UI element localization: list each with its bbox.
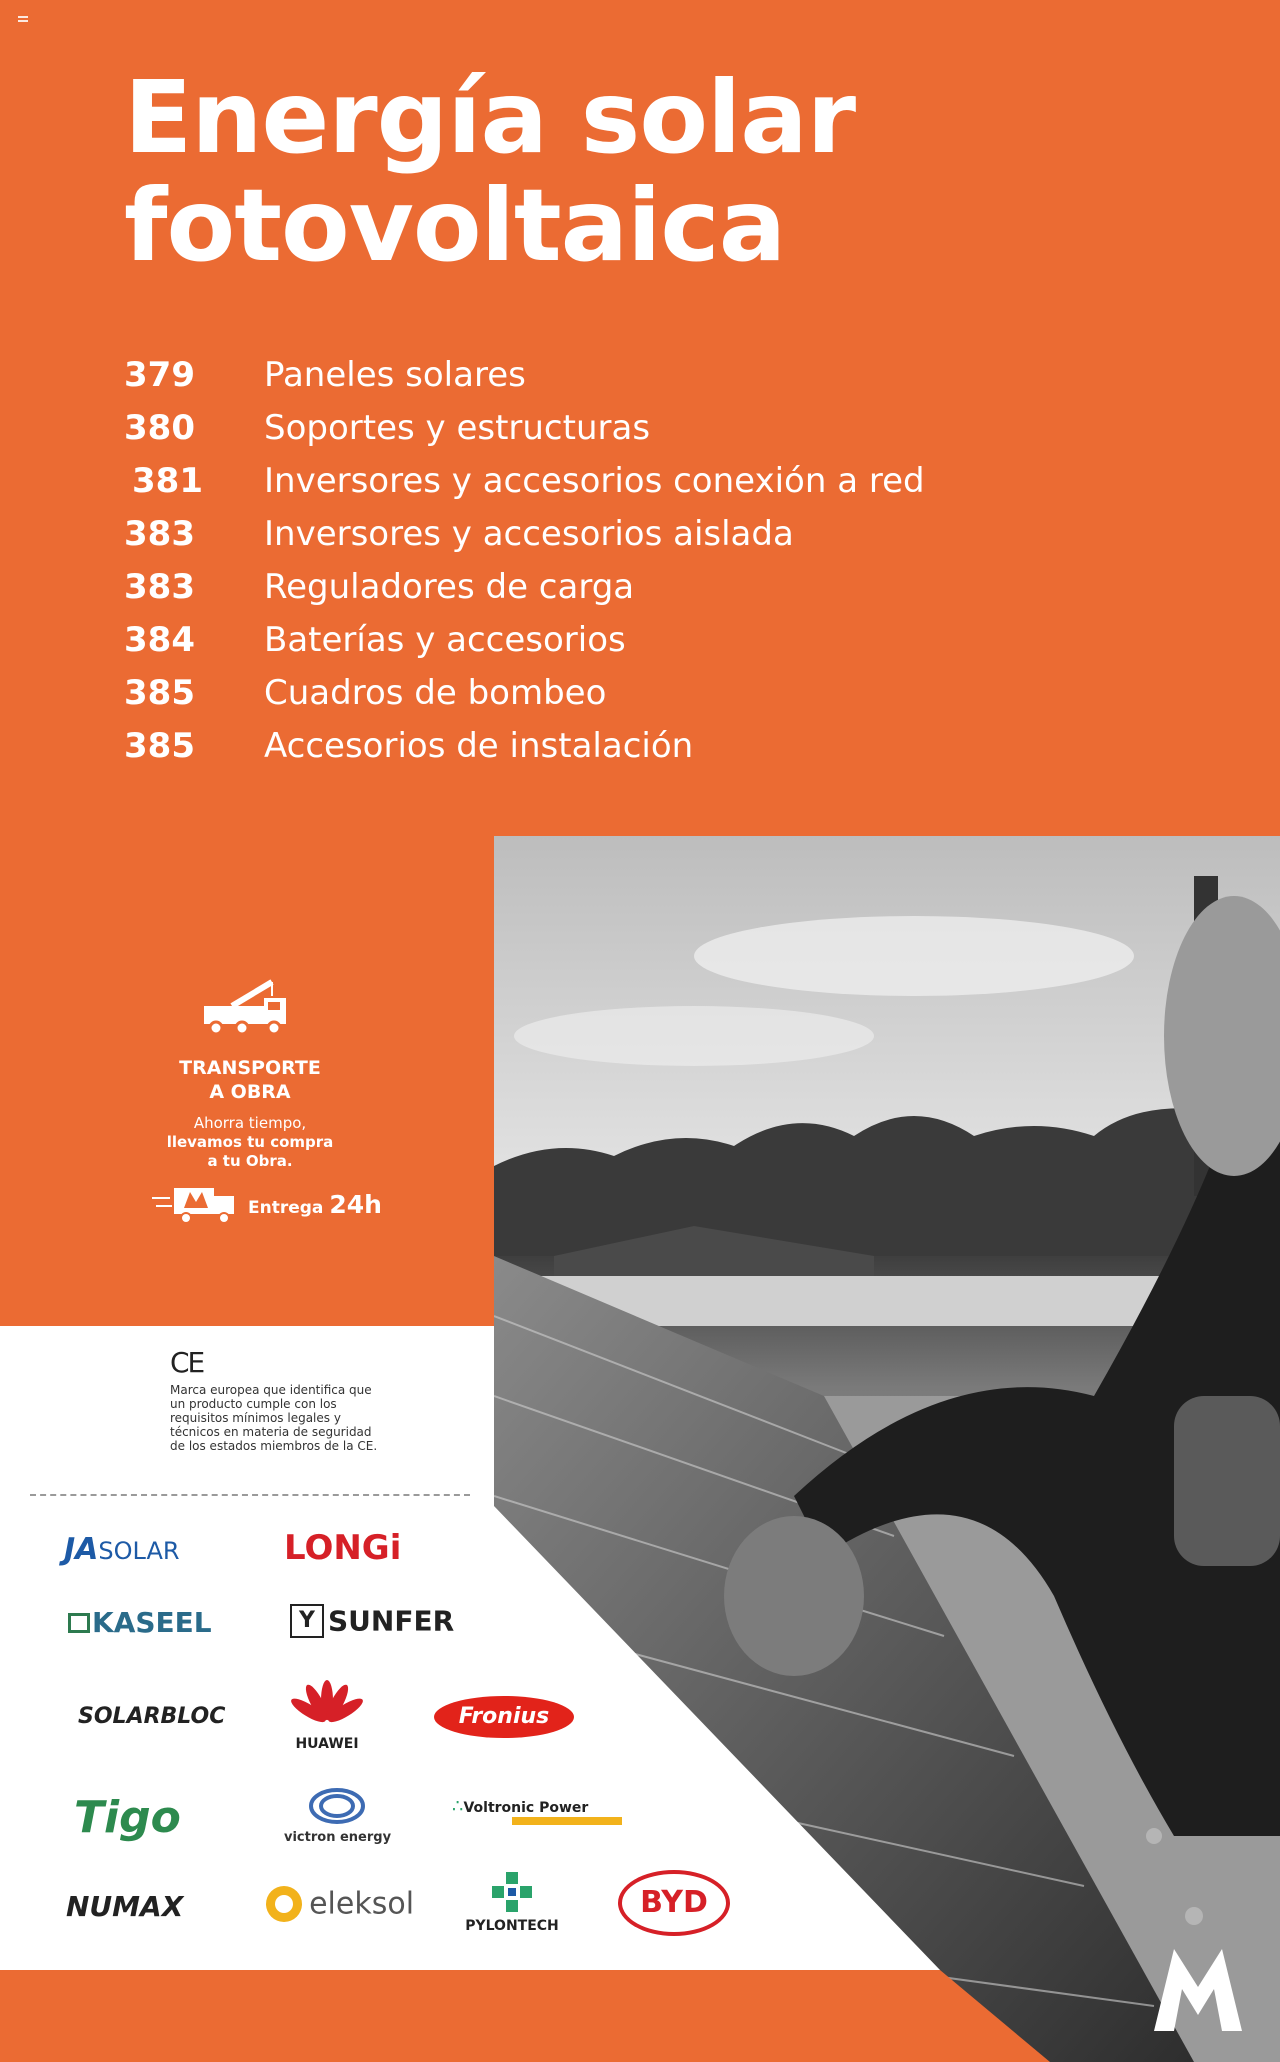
huawei-logo-text: HUAWEI [295, 1736, 359, 1752]
toc-item[interactable] [124, 401, 1024, 454]
transport-sub-line-3: a tu Obra. [207, 1152, 293, 1170]
delivery-label: Entrega [248, 1198, 324, 1218]
toc-label: Inversores y accesorios conexión a red [264, 460, 925, 501]
transport-subtitle [150, 1114, 350, 1171]
pylontech-logo-text: PYLONTECH [465, 1918, 559, 1934]
delivery-truck-icon [150, 1180, 240, 1226]
toc-label: Paneles solares [264, 354, 526, 395]
voltronic-logo-text: Voltronic Power [463, 1800, 589, 1816]
ce-notice [170, 1346, 385, 1453]
delivery-time: 24h [329, 1190, 382, 1219]
footer-strip [0, 1970, 1280, 2062]
toc-page-number: 383 [124, 566, 195, 607]
footer-strip-shape [0, 1970, 1280, 2062]
delivery-text [248, 1190, 382, 1219]
toc-page-number: 379 [124, 354, 195, 395]
jasolar-logo-text: SOLAR [98, 1537, 180, 1565]
huawei-petals-icon [287, 1678, 367, 1732]
sunfer-logo-text: SUNFER [328, 1604, 455, 1638]
toc-label: Soportes y estructuras [264, 407, 651, 448]
toc-item[interactable] [124, 613, 1024, 666]
huawei-logo [286, 1678, 368, 1752]
toc-label: Baterías y accesorios [264, 619, 626, 660]
transport-title-line-1: TRANSPORTE [179, 1057, 321, 1079]
pylontech-logo [464, 1870, 560, 1934]
title-line-2: fotovoltaica [124, 167, 786, 284]
eleksol-sun-icon [264, 1884, 304, 1924]
transport-sub-line-1: Ahorra tiempo, [193, 1114, 307, 1132]
pylontech-cross-icon [490, 1870, 534, 1914]
ce-mark: CE [170, 1346, 204, 1379]
menu-icon[interactable] [18, 16, 28, 24]
voltronic-underline [512, 1817, 622, 1825]
title-line-1: Energía solar [124, 59, 856, 176]
divider [30, 1494, 470, 1496]
jasolar-logo-mark: JA [64, 1532, 99, 1567]
jasolar-logo [64, 1532, 180, 1567]
fronius-logo [434, 1696, 574, 1738]
page-title [124, 59, 856, 284]
longi-logo: LONGi [284, 1528, 402, 1568]
sunfer-logo [290, 1604, 454, 1638]
sunfer-icon: Y [290, 1604, 324, 1638]
toc-page-number: 381 [132, 460, 203, 501]
transport-sub-line-2: llevamos tu compra [166, 1133, 334, 1151]
toc-item[interactable] [124, 454, 1024, 507]
toc-page-number: 385 [124, 725, 195, 766]
tigo-logo: Tigo [74, 1792, 181, 1843]
m-logo-icon [1150, 1945, 1246, 2035]
ce-description: Marca europea que identifica que un producto cumple con los requisitos mínimos legales y técnicos en materia de seguridad de los estados miembros de la CE. [170, 1383, 378, 1453]
kaseel-logo-text: KASEEL [92, 1606, 212, 1639]
delivery-badge [150, 1180, 382, 1226]
toc-page-number: 380 [124, 407, 195, 448]
toc-label: Reguladores de carga [264, 566, 635, 607]
voltronic-dots-icon: ∴ [452, 1796, 464, 1817]
toc-label: Cuadros de bombeo [264, 672, 607, 713]
byd-logo [618, 1870, 730, 1936]
toc-item[interactable] [124, 348, 1024, 401]
toc-page-number: 383 [124, 513, 195, 554]
eleksol-logo [264, 1884, 414, 1924]
victron-logo [284, 1786, 390, 1845]
toc-label: Accesorios de instalación [264, 725, 694, 766]
toc-page-number: 384 [124, 619, 195, 660]
transport-title-line-2: A OBRA [209, 1081, 291, 1103]
transport-promo [150, 1056, 350, 1171]
toc-item[interactable] [124, 719, 1024, 772]
voltronic-logo [452, 1796, 622, 1825]
toc-label: Inversores y accesorios aislada [264, 513, 794, 554]
victron-waves-icon [307, 1786, 367, 1826]
crane-truck-icon [202, 978, 290, 1038]
solarbloc-logo: SOLARBLOC [78, 1704, 226, 1729]
victron-logo-text: victron energy [284, 1830, 392, 1845]
numax-logo: NUMAX [66, 1890, 184, 1923]
toc-item[interactable] [124, 507, 1024, 560]
kaseel-icon [68, 1613, 90, 1633]
fronius-logo-text: Fronius [458, 1704, 550, 1729]
byd-logo-text: BYD [640, 1885, 708, 1920]
toc-item[interactable] [124, 560, 1024, 613]
toc-page-number: 385 [124, 672, 195, 713]
kaseel-logo [68, 1606, 212, 1639]
eleksol-logo-text: eleksol [309, 1886, 415, 1922]
table-of-contents [124, 348, 1024, 772]
toc-item[interactable] [124, 666, 1024, 719]
transport-title [150, 1056, 350, 1104]
